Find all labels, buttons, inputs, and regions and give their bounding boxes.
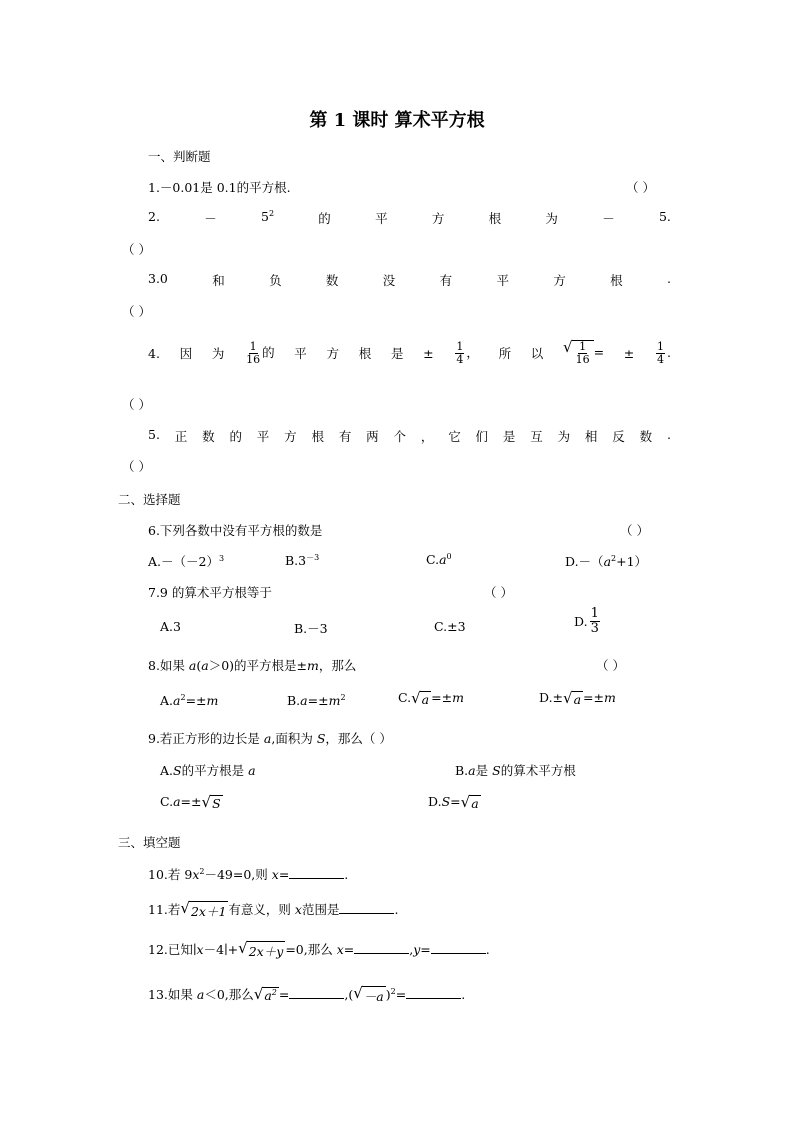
q4-part: 所 xyxy=(498,346,512,362)
question-10: 10.若 $9x^2-49=0$,则 x= . xyxy=(148,866,349,882)
q5-part: 根 xyxy=(311,429,324,444)
q3-part: 3.0 xyxy=(148,271,168,286)
answer-paren: （ ） xyxy=(122,459,151,474)
q4-sqrt-fraction: √ $\frac{1}{16}$ = xyxy=(563,338,605,367)
question-11: 11.若 √ 2x＋1 有意义，则 x范围是 . xyxy=(148,899,399,919)
q7-option-a: A.3 xyxy=(160,619,181,634)
q5-part: 数 xyxy=(202,429,215,444)
q4-part: 方 xyxy=(326,346,340,362)
q5-part: 它 xyxy=(448,429,461,444)
q8-option-b: $B.a=\pm m^2$ xyxy=(287,693,346,709)
q4-fraction-1-4: $\frac{1}{4}$ . xyxy=(656,339,671,366)
q4-part: ± xyxy=(423,345,434,361)
section-heading-fill-blank: 三、填空题 xyxy=(118,835,181,850)
q3-part: 根 xyxy=(610,273,623,288)
q6-option-c: $C.a^0$ xyxy=(426,552,452,568)
q5-part: 反 xyxy=(612,429,625,444)
q8-option-a: $A.a^2=\pm m$ xyxy=(160,693,219,709)
question-9: 9.若正方形的边长是 a,面积为 S，那么（ ） xyxy=(148,731,392,746)
answer-blank[interactable] xyxy=(289,986,344,999)
q3-part: 数 xyxy=(325,273,339,288)
q7-option-c: C.±3 xyxy=(434,619,466,634)
q7-option-b: B.－3 xyxy=(294,621,328,636)
q5-part: 的 xyxy=(229,429,242,444)
q5-part: 个 xyxy=(393,429,407,444)
section-heading-judgment: 一、判断题 xyxy=(148,149,211,164)
q9-option-a: A.S的平方根是 a xyxy=(160,763,256,778)
q3-part: 和 xyxy=(212,273,225,288)
q4-part: 是 xyxy=(390,346,404,362)
q2-part: 平 xyxy=(375,211,388,226)
q3-part: 没 xyxy=(382,273,396,288)
question-1: 1.－0.01是 0.1的平方根. xyxy=(148,180,291,195)
q6-option-b: $B.3^{-3}$ xyxy=(285,553,320,569)
q3-part: 负 xyxy=(269,273,282,288)
answer-paren: （ ） xyxy=(596,658,625,673)
answer-blank[interactable] xyxy=(339,901,394,914)
q2-part: － xyxy=(602,211,615,226)
q4-part: 为 xyxy=(211,346,225,362)
question-8: 8.如果 a(a＞0)的平方根是±m，那么 xyxy=(148,658,357,673)
q4-part: 平 xyxy=(294,346,307,362)
q2-part: $5^2$ xyxy=(260,209,275,225)
q9-option-c: C.a=± √ S xyxy=(160,792,221,811)
q7-option-d: D. $\frac{1}{3}$ xyxy=(574,606,599,637)
q3-part: 有 xyxy=(439,273,453,288)
q6-option-d: $D.-(a^2+1)$ xyxy=(565,553,648,569)
answer-blank[interactable] xyxy=(289,866,344,879)
answer-paren: （ ） xyxy=(484,585,513,600)
q5-part: 有 xyxy=(338,429,352,444)
q2-part: 2. xyxy=(148,209,160,224)
question-4 xyxy=(148,340,671,366)
q4-part: 4. xyxy=(148,345,160,361)
q4-fraction-1-4: $\frac{1}{4}$ ， xyxy=(456,339,479,366)
q8-option-c: C. √ a =±m xyxy=(398,688,464,707)
q6-option-a: $A.-(-2)^3$ xyxy=(148,553,225,569)
q5-part: . xyxy=(666,427,671,442)
q4-part: 因 xyxy=(179,346,193,362)
answer-blank[interactable] xyxy=(406,986,461,999)
q5-part: 正 xyxy=(174,429,188,444)
answer-paren: （ ） xyxy=(626,180,655,195)
question-13: 13.如果 a＜0,那么 √ $a^2$ = ,( √ －a )$^2$= . xyxy=(148,984,466,1004)
question-12: 12.已知∣x－4∣+ √ 2x＋y =0,那么 x= ,y= . xyxy=(148,939,490,959)
q5-part: 为 xyxy=(557,429,571,444)
q9-option-d: D.S= √ a xyxy=(428,792,479,811)
answer-blank[interactable] xyxy=(431,941,486,954)
answer-paren: （ ） xyxy=(122,242,151,257)
question-7: 7.9 的算术平方根等于 xyxy=(148,585,272,600)
q4-part: ± xyxy=(623,345,635,361)
q5-part: 是 xyxy=(502,429,516,444)
answer-paren: （ ） xyxy=(122,397,151,412)
q5-part: 们 xyxy=(475,429,489,444)
q4-part: 根 xyxy=(358,346,372,362)
q5-part: 互 xyxy=(530,429,543,444)
q2-part: 根 xyxy=(488,211,502,226)
page-title: 第 1 课时 算术平方根 xyxy=(309,110,485,131)
q3-part: . xyxy=(666,271,671,286)
question-3 xyxy=(148,271,671,289)
q5-part: 数 xyxy=(639,429,653,444)
section-heading-choice: 二、选择题 xyxy=(118,492,181,507)
q2-part: 的 xyxy=(318,211,331,226)
q3-part: 平 xyxy=(496,273,509,288)
q5-part: 方 xyxy=(284,429,297,444)
q2-part: － xyxy=(204,211,217,226)
q4-part: 以 xyxy=(530,346,544,362)
answer-paren: （ ） xyxy=(620,523,649,538)
question-6: 6.下列各数中没有平方根的数是 xyxy=(148,523,323,538)
answer-blank[interactable] xyxy=(354,941,409,954)
q5-part: ， xyxy=(420,429,434,444)
q2-part: 为 xyxy=(545,211,558,226)
q4-fraction-1-16: $\frac{1}{16}$ 的 xyxy=(246,339,275,366)
answer-paren: （ ） xyxy=(122,304,151,319)
q5-part: 相 xyxy=(584,429,598,444)
question-5 xyxy=(148,427,671,445)
q9-option-b: B.a是 S的算术平方根 xyxy=(455,763,576,778)
q2-part: 5. xyxy=(658,209,671,224)
question-2 xyxy=(148,209,671,227)
q8-option-d: D.± √ a =±m xyxy=(539,688,616,707)
q5-part: 平 xyxy=(256,429,270,444)
q2-part: 方 xyxy=(431,211,445,226)
q5-part: 两 xyxy=(366,429,379,444)
q3-part: 方 xyxy=(553,273,566,288)
q5-part: 5. xyxy=(148,427,160,442)
